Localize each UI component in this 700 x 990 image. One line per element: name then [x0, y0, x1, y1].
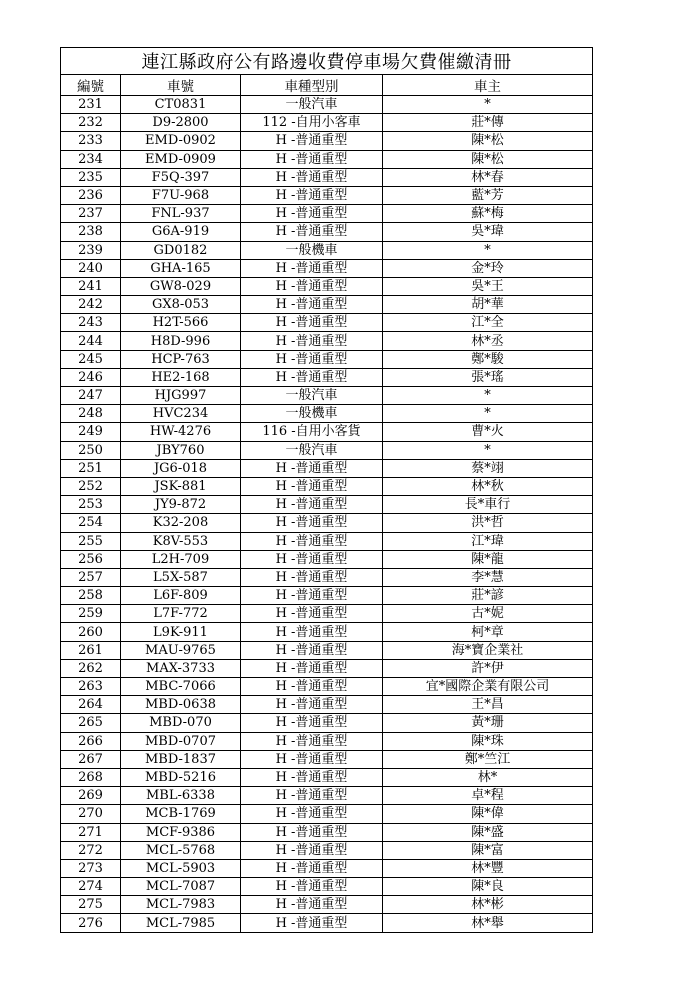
cell-owner: 林*舉	[383, 914, 593, 932]
table-row	[61, 550, 593, 568]
cell-number: 237	[61, 205, 121, 223]
cell-owner: 陳*良	[383, 878, 593, 896]
cell-vehicle-type: H -普通重型	[241, 168, 383, 186]
column-header-row	[61, 75, 593, 96]
cell-plate: HCP-763	[121, 350, 241, 368]
cell-plate: K32-208	[121, 514, 241, 532]
table-row	[61, 296, 593, 314]
column-header-vehicle-type: 車種型別	[241, 75, 383, 96]
cell-plate: JSK-881	[121, 477, 241, 495]
cell-owner: *	[383, 405, 593, 423]
table-row	[61, 841, 593, 859]
table-row	[61, 659, 593, 677]
cell-number: 262	[61, 659, 121, 677]
cell-owner: 胡*華	[383, 296, 593, 314]
cell-owner: 莊*傳	[383, 114, 593, 132]
cell-owner: 陳*富	[383, 841, 593, 859]
cell-plate: H2T-566	[121, 314, 241, 332]
table-row	[61, 532, 593, 550]
cell-owner: *	[383, 241, 593, 259]
cell-number: 248	[61, 405, 121, 423]
table-row	[61, 896, 593, 914]
cell-number: 246	[61, 368, 121, 386]
cell-owner: 林*丞	[383, 332, 593, 350]
cell-vehicle-type: H -普通重型	[241, 496, 383, 514]
cell-vehicle-type: H -普通重型	[241, 459, 383, 477]
table-row	[61, 405, 593, 423]
cell-plate: MBC-7066	[121, 678, 241, 696]
cell-number: 243	[61, 314, 121, 332]
cell-number: 231	[61, 96, 121, 114]
cell-plate: GHA-165	[121, 259, 241, 277]
cell-number: 251	[61, 459, 121, 477]
table-row	[61, 423, 593, 441]
cell-owner: 陳*珠	[383, 732, 593, 750]
cell-vehicle-type: H -普通重型	[241, 605, 383, 623]
cell-number: 254	[61, 514, 121, 532]
table-row	[61, 205, 593, 223]
cell-vehicle-type: H -普通重型	[241, 314, 383, 332]
cell-number: 235	[61, 168, 121, 186]
cell-number: 269	[61, 787, 121, 805]
table-row	[61, 150, 593, 168]
cell-plate: HW-4276	[121, 423, 241, 441]
cell-vehicle-type: H -普通重型	[241, 532, 383, 550]
cell-vehicle-type: 一般汽車	[241, 387, 383, 405]
cell-plate: MCL-7983	[121, 896, 241, 914]
table-row	[61, 477, 593, 495]
cell-owner: 海*寶企業社	[383, 641, 593, 659]
table-row	[61, 514, 593, 532]
cell-vehicle-type: H -普通重型	[241, 550, 383, 568]
cell-vehicle-type: H -普通重型	[241, 568, 383, 586]
cell-vehicle-type: H -普通重型	[241, 623, 383, 641]
cell-number: 261	[61, 641, 121, 659]
table-row	[61, 823, 593, 841]
cell-owner: 陳*偉	[383, 805, 593, 823]
cell-vehicle-type: H -普通重型	[241, 477, 383, 495]
table-row	[61, 496, 593, 514]
table-row	[61, 859, 593, 877]
cell-plate: H8D-996	[121, 332, 241, 350]
column-header-owner: 車主	[383, 75, 593, 96]
cell-plate: MBD-070	[121, 714, 241, 732]
table-row	[61, 277, 593, 295]
cell-owner: 林*豐	[383, 859, 593, 877]
cell-owner: 陳*松	[383, 132, 593, 150]
cell-owner: 王*昌	[383, 696, 593, 714]
table-row	[61, 314, 593, 332]
table-row	[61, 223, 593, 241]
cell-number: 268	[61, 768, 121, 786]
cell-owner: 鄭*駿	[383, 350, 593, 368]
cell-vehicle-type: H -普通重型	[241, 296, 383, 314]
cell-plate: F7U-968	[121, 186, 241, 204]
cell-owner: 陳*松	[383, 150, 593, 168]
cell-vehicle-type: H -普通重型	[241, 859, 383, 877]
cell-vehicle-type: H -普通重型	[241, 878, 383, 896]
document-title: 連江縣政府公有路邊收費停車場欠費催繳清冊	[61, 48, 593, 75]
cell-vehicle-type: H -普通重型	[241, 587, 383, 605]
cell-number: 247	[61, 387, 121, 405]
cell-number: 249	[61, 423, 121, 441]
cell-owner: 林*	[383, 768, 593, 786]
cell-number: 242	[61, 296, 121, 314]
table-row	[61, 332, 593, 350]
cell-number: 259	[61, 605, 121, 623]
cell-owner: *	[383, 96, 593, 114]
cell-number: 256	[61, 550, 121, 568]
table-row	[61, 368, 593, 386]
cell-plate: MBD-0638	[121, 696, 241, 714]
cell-vehicle-type: H -普通重型	[241, 641, 383, 659]
cell-vehicle-type: H -普通重型	[241, 186, 383, 204]
cell-number: 234	[61, 150, 121, 168]
cell-plate: MCL-5903	[121, 859, 241, 877]
cell-plate: L5X-587	[121, 568, 241, 586]
cell-owner: 柯*章	[383, 623, 593, 641]
cell-vehicle-type: H -普通重型	[241, 714, 383, 732]
table-row	[61, 186, 593, 204]
cell-plate: MBD-0707	[121, 732, 241, 750]
cell-owner: 吳*瑋	[383, 223, 593, 241]
cell-vehicle-type: 116 -自用小客貨	[241, 423, 383, 441]
cell-owner: 金*玲	[383, 259, 593, 277]
cell-owner: 江*全	[383, 314, 593, 332]
cell-owner: 洪*哲	[383, 514, 593, 532]
table-row	[61, 241, 593, 259]
cell-number: 271	[61, 823, 121, 841]
cell-vehicle-type: H -普通重型	[241, 659, 383, 677]
cell-plate: MCL-5768	[121, 841, 241, 859]
cell-number: 239	[61, 241, 121, 259]
cell-vehicle-type: H -普通重型	[241, 332, 383, 350]
cell-number: 232	[61, 114, 121, 132]
cell-owner: 林*春	[383, 168, 593, 186]
cell-owner: *	[383, 387, 593, 405]
cell-number: 260	[61, 623, 121, 641]
cell-vehicle-type: H -普通重型	[241, 732, 383, 750]
cell-owner: 卓*程	[383, 787, 593, 805]
cell-owner: 江*瑋	[383, 532, 593, 550]
cell-plate: F5Q-397	[121, 168, 241, 186]
cell-number: 275	[61, 896, 121, 914]
cell-vehicle-type: 一般機車	[241, 405, 383, 423]
table-row	[61, 878, 593, 896]
cell-owner: 鄭*竺江	[383, 750, 593, 768]
cell-owner: 黃*珊	[383, 714, 593, 732]
cell-plate: MCL-7985	[121, 914, 241, 932]
cell-plate: L2H-709	[121, 550, 241, 568]
cell-owner: 陳*盛	[383, 823, 593, 841]
cell-owner: 長*車行	[383, 496, 593, 514]
cell-number: 250	[61, 441, 121, 459]
cell-vehicle-type: 一般汽車	[241, 441, 383, 459]
cell-number: 257	[61, 568, 121, 586]
cell-owner: *	[383, 441, 593, 459]
cell-vehicle-type: H -普通重型	[241, 787, 383, 805]
cell-number: 253	[61, 496, 121, 514]
cell-owner: 藍*芳	[383, 186, 593, 204]
cell-vehicle-type: H -普通重型	[241, 350, 383, 368]
cell-vehicle-type: 一般汽車	[241, 96, 383, 114]
cell-owner: 許*伊	[383, 659, 593, 677]
table-row	[61, 805, 593, 823]
cell-plate: JG6-018	[121, 459, 241, 477]
table-row	[61, 696, 593, 714]
table-row	[61, 914, 593, 932]
table-row	[61, 350, 593, 368]
cell-plate: GW8-029	[121, 277, 241, 295]
cell-owner: 蔡*翊	[383, 459, 593, 477]
cell-owner: 張*瑤	[383, 368, 593, 386]
cell-vehicle-type: 一般機車	[241, 241, 383, 259]
table-row	[61, 714, 593, 732]
cell-plate: MCB-1769	[121, 805, 241, 823]
table-row	[61, 441, 593, 459]
cell-plate: MAX-3733	[121, 659, 241, 677]
cell-vehicle-type: H -普通重型	[241, 805, 383, 823]
cell-number: 274	[61, 878, 121, 896]
cell-owner: 莊*諺	[383, 587, 593, 605]
cell-plate: EMD-0902	[121, 132, 241, 150]
arrears-table	[60, 47, 593, 933]
cell-vehicle-type: H -普通重型	[241, 205, 383, 223]
cell-number: 264	[61, 696, 121, 714]
cell-number: 252	[61, 477, 121, 495]
cell-number: 266	[61, 732, 121, 750]
cell-number: 240	[61, 259, 121, 277]
cell-plate: HE2-168	[121, 368, 241, 386]
cell-vehicle-type: H -普通重型	[241, 132, 383, 150]
cell-number: 245	[61, 350, 121, 368]
cell-owner: 宜*國際企業有限公司	[383, 678, 593, 696]
cell-plate: CT0831	[121, 96, 241, 114]
cell-number: 236	[61, 186, 121, 204]
cell-owner: 蘇*梅	[383, 205, 593, 223]
cell-vehicle-type: H -普通重型	[241, 368, 383, 386]
cell-vehicle-type: 112 -自用小客車	[241, 114, 383, 132]
table-row	[61, 168, 593, 186]
cell-vehicle-type: H -普通重型	[241, 768, 383, 786]
cell-plate: K8V-553	[121, 532, 241, 550]
cell-number: 238	[61, 223, 121, 241]
cell-vehicle-type: H -普通重型	[241, 277, 383, 295]
table-row	[61, 96, 593, 114]
table-body	[61, 96, 593, 933]
cell-plate: HJG997	[121, 387, 241, 405]
cell-number: 233	[61, 132, 121, 150]
table-row	[61, 750, 593, 768]
cell-vehicle-type: H -普通重型	[241, 750, 383, 768]
arrears-register-sheet	[60, 47, 592, 933]
cell-plate: L7F-772	[121, 605, 241, 623]
table-row	[61, 623, 593, 641]
cell-plate: L6F-809	[121, 587, 241, 605]
cell-number: 255	[61, 532, 121, 550]
table-row	[61, 132, 593, 150]
table-row	[61, 568, 593, 586]
cell-number: 265	[61, 714, 121, 732]
cell-owner: 林*彬	[383, 896, 593, 914]
table-row	[61, 587, 593, 605]
column-header-number: 編號	[61, 75, 121, 96]
cell-owner: 曹*火	[383, 423, 593, 441]
cell-plate: MCF-9386	[121, 823, 241, 841]
cell-vehicle-type: H -普通重型	[241, 914, 383, 932]
table-row	[61, 787, 593, 805]
cell-vehicle-type: H -普通重型	[241, 696, 383, 714]
cell-plate: MCL-7087	[121, 878, 241, 896]
cell-number: 267	[61, 750, 121, 768]
cell-number: 263	[61, 678, 121, 696]
cell-plate: G6A-919	[121, 223, 241, 241]
table-row	[61, 459, 593, 477]
cell-plate: GD0182	[121, 241, 241, 259]
cell-number: 241	[61, 277, 121, 295]
cell-plate: MBD-1837	[121, 750, 241, 768]
cell-plate: GX8-053	[121, 296, 241, 314]
table-row	[61, 259, 593, 277]
cell-plate: MBL-6338	[121, 787, 241, 805]
cell-number: 258	[61, 587, 121, 605]
table-row	[61, 605, 593, 623]
table-row	[61, 768, 593, 786]
cell-number: 244	[61, 332, 121, 350]
table-row	[61, 678, 593, 696]
column-header-plate: 車號	[121, 75, 241, 96]
cell-plate: HVC234	[121, 405, 241, 423]
cell-number: 272	[61, 841, 121, 859]
cell-number: 270	[61, 805, 121, 823]
table-row	[61, 114, 593, 132]
cell-owner: 李*慧	[383, 568, 593, 586]
cell-number: 276	[61, 914, 121, 932]
cell-vehicle-type: H -普通重型	[241, 823, 383, 841]
cell-plate: D9-2800	[121, 114, 241, 132]
table-row	[61, 641, 593, 659]
cell-owner: 吳*王	[383, 277, 593, 295]
cell-vehicle-type: H -普通重型	[241, 259, 383, 277]
cell-plate: FNL-937	[121, 205, 241, 223]
cell-vehicle-type: H -普通重型	[241, 841, 383, 859]
cell-vehicle-type: H -普通重型	[241, 678, 383, 696]
cell-number: 273	[61, 859, 121, 877]
cell-vehicle-type: H -普通重型	[241, 514, 383, 532]
cell-plate: L9K-911	[121, 623, 241, 641]
cell-plate: JBY760	[121, 441, 241, 459]
table-row	[61, 387, 593, 405]
cell-owner: 林*秋	[383, 477, 593, 495]
cell-plate: EMD-0909	[121, 150, 241, 168]
cell-vehicle-type: H -普通重型	[241, 223, 383, 241]
cell-plate: MAU-9765	[121, 641, 241, 659]
cell-owner: 陳*龍	[383, 550, 593, 568]
table-row	[61, 732, 593, 750]
cell-vehicle-type: H -普通重型	[241, 896, 383, 914]
cell-plate: JY9-872	[121, 496, 241, 514]
cell-plate: MBD-5216	[121, 768, 241, 786]
cell-vehicle-type: H -普通重型	[241, 150, 383, 168]
cell-owner: 古*妮	[383, 605, 593, 623]
